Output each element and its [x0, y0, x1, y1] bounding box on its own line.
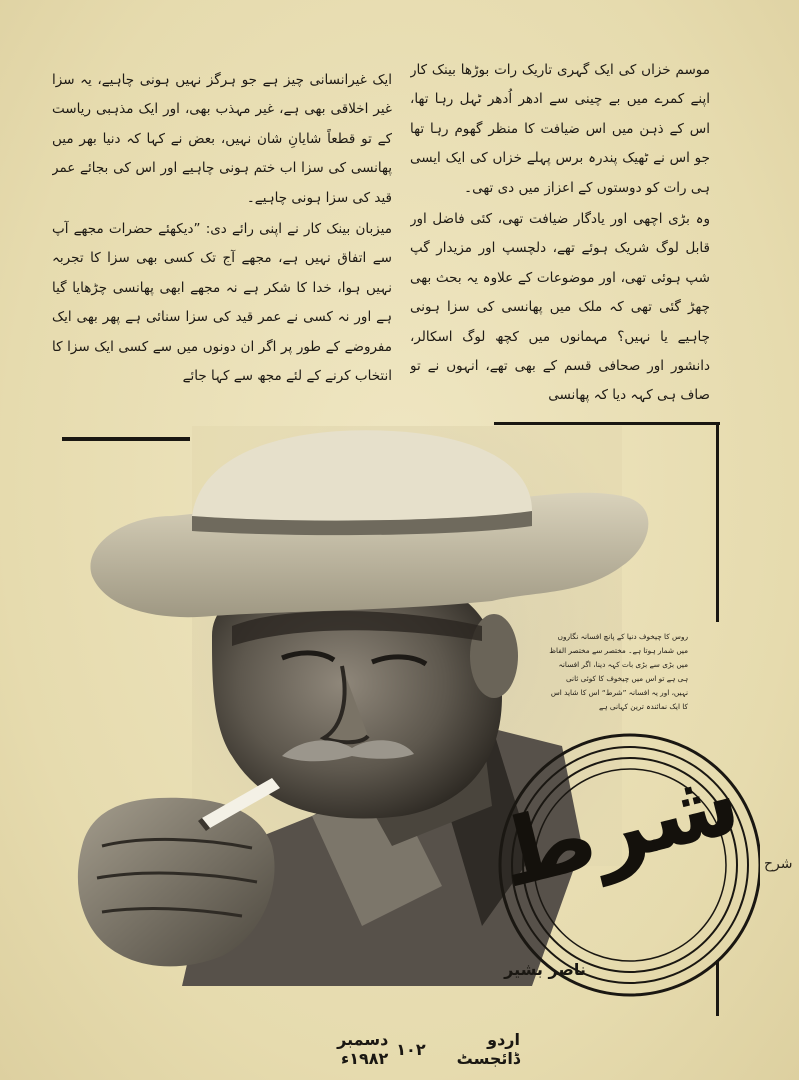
paragraph: وہ بڑی اچھی اور یادگار ضیافت تھی، کئی فاضل اور قابل لوگ شریک ہوئے تھے، دلچسپ اور مزیدار گپ شپ ہوئی تھی، اور موضوعات کے علاوہ یہ بحث بھی چھڑ گئی تھی کہ ملک میں پھانسی کی سزا ہونی چاہیے یا نہیں؟ مہمانوں میں کچھ لوگ اسکالر، دانشور اور صحافی قسم کے بھی تھے، انہوں نے تو صاف ہی کہہ دیا کہ پھانسی: [410, 211, 710, 404]
page-footer: [300, 1030, 520, 1068]
story-title: شرط: [487, 746, 750, 910]
issue-date: دسمبر ۱۹۸۲ء: [337, 1030, 389, 1068]
paragraph: موسم خزاں کی ایک گہری تاریک رات بوڑھا بینک کار اپنے کمرے میں بے چینی سے ادھر اُدھر ٹہل رہا تھا، اس کے ذہن میں اس ضیافت کا منظر گھوم رہا تھا جو اس نے ٹھیک پندرہ برس پہلے خزاں کی ایک ایسی ہی رات کو دوستوں کے اعزاز میں دی تھی۔: [410, 62, 710, 196]
magazine-name: اردو ڈائجسٹ: [456, 1030, 520, 1068]
article-column-left: [52, 66, 392, 426]
author-name: ناصر بشیر: [504, 960, 586, 979]
paragraph: ایک غیرانسانی چیز ہے جو ہرگز نہیں ہونی چاہیے، یہ سزا غیر اخلاقی بھی ہے، غیر مہذب بھی، اور ایک مذہبی ریاست کے تو قطعاً شایانِ شان نہیں، بعض نے کہا کہ دنیا بھر میں پھانسی کی سزا اب ختم ہونی چاہیے اور اس کی بجائے عمر قید کی سزا ہونی چاہیے۔: [52, 72, 392, 206]
frame-rule-top-right: [494, 422, 720, 425]
paragraph: میزبان بینک کار نے اپنی رائے دی: ”دیکھئے حضرات مجھے آپ سے اتفاق نہیں ہے، مجھے آج تک کسی بھی سزا کا تجربہ نہیں ہوا، خدا کا شکر ہے نہ مجھے ابھی پھانسی چڑھایا گیا ہے اور نہ کسی نے عمر قید کی سزا سنائی ہے پھر بھی ایک مفروضے کے طور پر اگر ان دونوں میں سے کسی ایک سزا کا انتخاب کرنے کے لئے مجھ سے کہا جائے: [52, 221, 392, 385]
story-caption: روس کا چیخوف دنیا کے پانچ افسانہ نگاروں میں شمار ہوتا ہے۔ مختصر سے مختصر الفاظ میں بڑی سے بڑی بات کہہ دینا، اگر افسانہ ہی ہے تو اس میں چیخوف کا کوئی ثانی نہیں، اور یہ افسانہ ”شرط“ اس کا شاید اس کا ایک نمائندہ ترین کہانی ہے: [549, 632, 688, 711]
article-column-right: [410, 56, 710, 416]
margin-mark: شرح: [764, 856, 793, 872]
page-number: ۱۰۲: [396, 1039, 426, 1059]
